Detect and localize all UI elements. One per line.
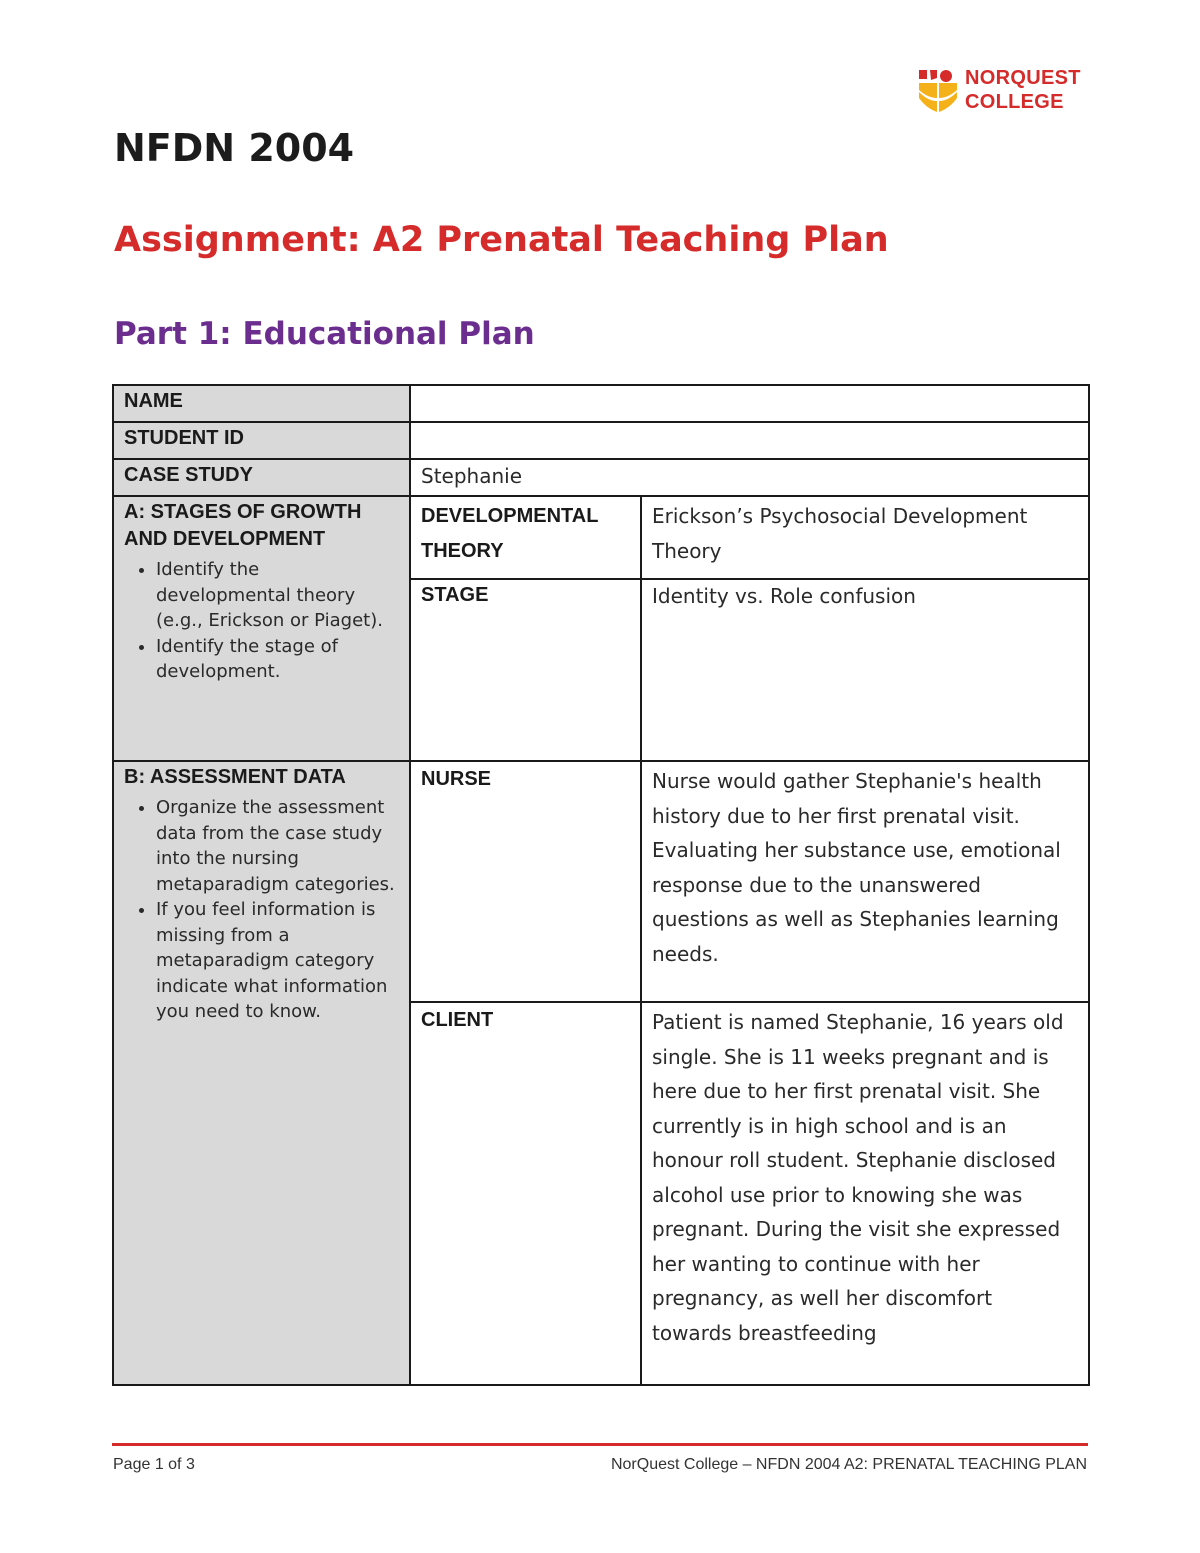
client-value: Patient is named Stephanie, 16 years old single. She is 11 weeks pregnant and is here due to her first prenatal visit. She currently is in high school and is an honour roll student. Stephanie disclosed alcohol use prior to knowing she was pregnant. During the visit she expressed her wanting to continue with her pregnancy, as well her discomfort towards breastfeeding <box>652 1010 1064 1345</box>
section-a-bullet: • Identify the stage of development. <box>156 634 399 685</box>
student-id-label: STUDENT ID <box>124 427 244 449</box>
logo-line-2: COLLEGE <box>965 91 1064 113</box>
student-id-row <box>113 422 1089 459</box>
nurse-value: Nurse would gather Stephanie's health history due to her first prenatal visit. Evaluating her substance use, emotional response due to the unanswered questions as well as Stephanies learning needs. <box>652 769 1061 966</box>
section-a-guidance <box>124 557 399 685</box>
stage-label: STAGE <box>421 584 489 606</box>
assignment-title: Assignment: A2 Prenatal Teaching Plan <box>114 220 889 260</box>
course-code: NFDN 2004 <box>114 126 355 170</box>
theory-value: Erickson’s Psychosocial Development Theory <box>652 504 1028 563</box>
nurse-label-cell <box>410 761 641 1002</box>
part-heading: Part 1: Educational Plan <box>114 316 535 352</box>
case-study-row <box>113 459 1089 496</box>
case-study-value-cell[interactable] <box>410 459 1089 496</box>
nurse-label: NURSE <box>421 768 492 790</box>
theory-value-cell[interactable] <box>641 496 1089 579</box>
section-b-bullet: • If you feel information is missing from a metaparadigm category indicate what information you need to know. <box>156 897 399 1025</box>
student-id-value-cell[interactable] <box>410 422 1089 459</box>
section-a-bullet: • Identify the developmental theory (e.g., Erickson or Piaget). <box>156 557 399 634</box>
footer-document-title: NorQuest College – NFDN 2004 A2: PRENATAL TEACHING PLAN <box>610 1456 1087 1473</box>
theory-label-cell <box>410 496 641 579</box>
logo-line-1: NORQUEST <box>965 67 1081 89</box>
footer-divider <box>112 1443 1088 1446</box>
case-study-label: CASE STUDY <box>124 464 253 486</box>
section-a-title: A: STAGES OF GROWTH AND DEVELOPMENT <box>124 501 362 550</box>
name-label-cell <box>113 385 410 422</box>
name-label: NAME <box>124 390 183 412</box>
name-row <box>113 385 1089 422</box>
client-value-cell[interactable] <box>641 1002 1089 1385</box>
norquest-shield-icon <box>918 68 958 114</box>
section-b-title: B: ASSESSMENT DATA <box>124 766 346 788</box>
client-label: CLIENT <box>421 1009 494 1031</box>
case-study-value: Stephanie <box>421 464 523 488</box>
section-b-guidance <box>124 795 399 1025</box>
nurse-row <box>113 761 1089 1002</box>
stage-label-cell <box>410 579 641 761</box>
logo-wordmark <box>965 66 1081 114</box>
student-id-label-cell <box>113 422 410 459</box>
page-number: Page 1 of 3 <box>113 1456 195 1473</box>
nurse-value-cell[interactable] <box>641 761 1089 1002</box>
educational-plan-table <box>112 384 1090 1386</box>
stage-value-cell[interactable] <box>641 579 1089 761</box>
section-b-cell <box>113 761 410 1385</box>
norquest-logo <box>918 66 1093 118</box>
section-b-bullet: • Organize the assessment data from the case study into the nursing metaparadigm categories. <box>156 795 399 897</box>
section-a-cell <box>113 496 410 761</box>
stage-value: Identity vs. Role confusion <box>652 584 916 608</box>
theory-row <box>113 496 1089 579</box>
name-value-cell[interactable] <box>410 385 1089 422</box>
case-study-label-cell <box>113 459 410 496</box>
theory-label: DEVELOPMENTAL THEORY <box>421 505 599 562</box>
client-label-cell <box>410 1002 641 1385</box>
